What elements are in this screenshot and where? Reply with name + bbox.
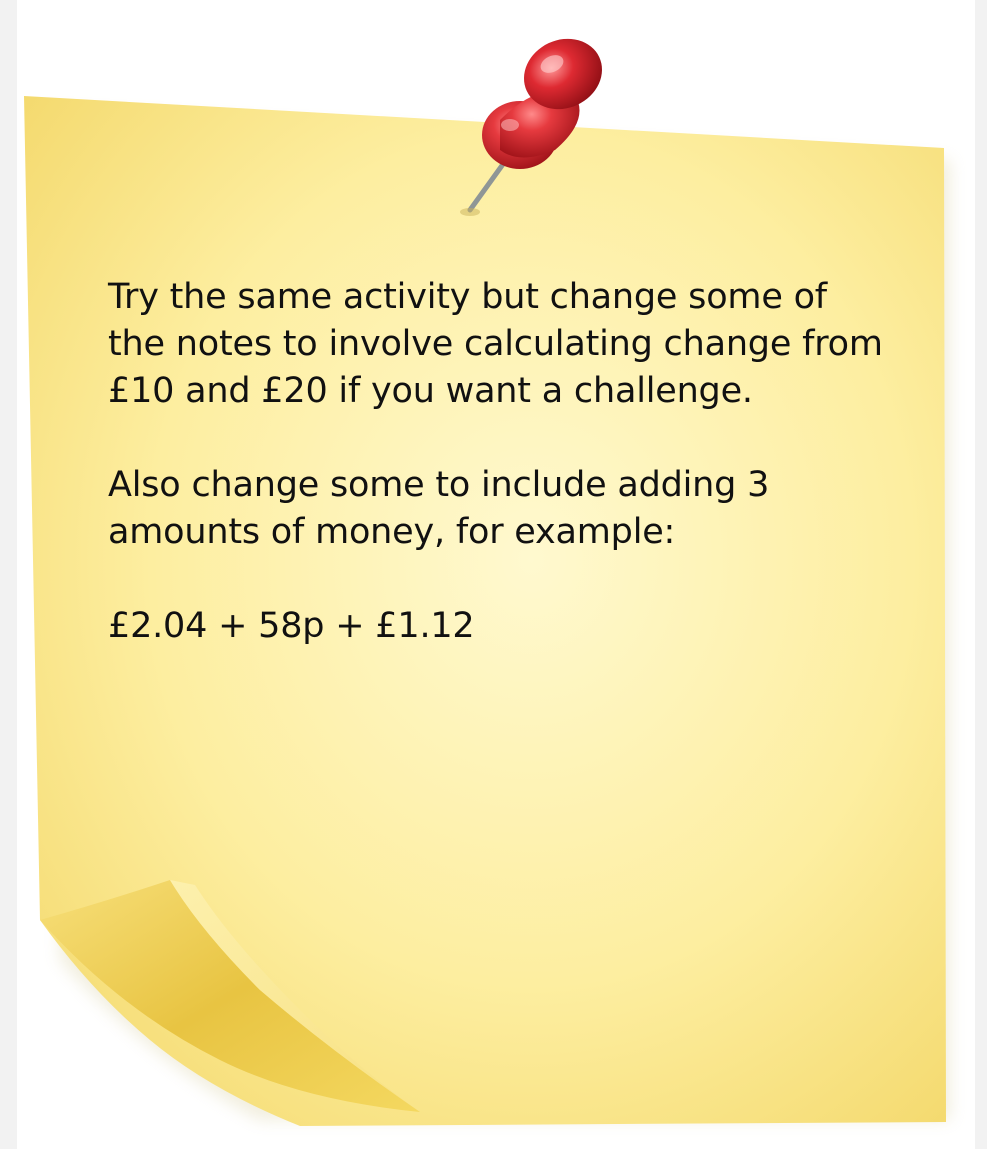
note-paragraph-1: Try the same activity but change some of the notes to involve calculating change from £10 and £20 if you want a challenge. xyxy=(108,277,883,411)
note-paragraph-2: Also change some to include adding 3 amounts of money, for example: xyxy=(108,465,770,552)
note-text xyxy=(108,274,888,650)
note-example: £2.04 + 58p + £1.12 xyxy=(108,606,475,646)
